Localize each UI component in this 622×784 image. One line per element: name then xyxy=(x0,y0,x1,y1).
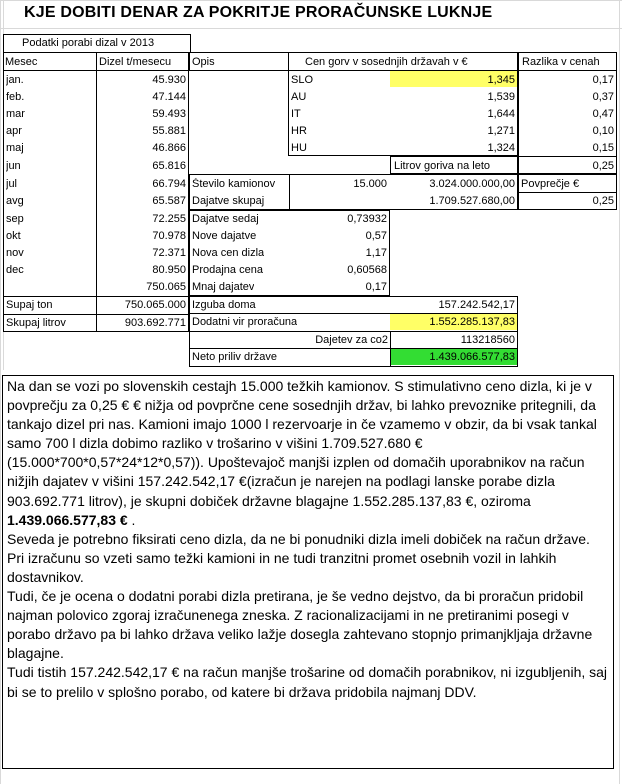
paragraph-bold-value: 1.439.066.577,83 € xyxy=(7,511,128,528)
dodatni-vir-value: 1.552.285.137,83 xyxy=(429,316,515,328)
month-label: avg xyxy=(6,195,24,207)
country-price: 1,345 xyxy=(487,74,515,86)
dajatve-sedaj-label: Dajatve sedaj xyxy=(192,213,259,225)
month-label: sep xyxy=(6,213,24,225)
month-dizel: 55.881 xyxy=(152,125,186,137)
litrov-goriva-label: Litrov goriva na leto xyxy=(394,160,490,172)
neto-priliv-value: 1.439.066.577,83 xyxy=(429,351,515,363)
paragraph: Pri izračunu so vzeti samo težki kamioni in ne tudi tranzitni promet osebnih vozil in lahkih dostavnikov. xyxy=(7,549,557,585)
month-dizel: 45.930 xyxy=(152,74,186,86)
mnaj-dajatev-label: Mnaj dajatev xyxy=(192,281,255,293)
country-name: AU xyxy=(291,91,307,103)
supaj-ton-label: Supaj ton xyxy=(6,299,53,311)
month-dizel: 65.587 xyxy=(152,195,186,207)
dajetev-co2-value: 113218560 xyxy=(460,334,515,346)
countries-header-line xyxy=(288,70,518,71)
country-price: 1,644 xyxy=(487,108,515,120)
mnaj-dajatev-value: 0,17 xyxy=(365,281,387,293)
dodatni-vir-label: Dodatni vir proračuna xyxy=(192,316,298,328)
country-name: HU xyxy=(291,142,307,154)
left-total-line xyxy=(3,296,189,297)
month-label: dec xyxy=(6,264,24,276)
left-header-line xyxy=(3,70,189,71)
section-label: Podatki porabi dizal v 2013 xyxy=(22,37,155,49)
dajatve-sedaj-value: 0,73932 xyxy=(347,213,387,225)
header-razlika: Razlika v cenah xyxy=(522,56,600,68)
header-opis: Opis xyxy=(192,56,215,68)
month-label: apr xyxy=(6,125,22,137)
dajatve-skupaj-label: Dajatve skupaj xyxy=(192,195,265,207)
country-diff: 0,47 xyxy=(592,108,614,120)
country-price: 1,539 xyxy=(487,91,515,103)
month-label: okt xyxy=(6,230,21,242)
stevilo-kamionov-value: 15.000 xyxy=(353,178,387,190)
izguba-line xyxy=(189,313,518,314)
dajetev-line xyxy=(189,348,518,349)
povprecje-value: 0,25 xyxy=(592,195,614,207)
header-mesec: Mesec xyxy=(5,56,38,68)
country-diff: 0,15 xyxy=(592,142,614,154)
nove-dajatve-value: 0,57 xyxy=(365,230,387,242)
month-dizel: 46.866 xyxy=(152,142,186,154)
month-label: maj xyxy=(6,142,24,154)
month-dizel: 66.794 xyxy=(152,178,186,190)
month-dizel: 72.371 xyxy=(152,247,186,259)
header-cen-gorv: Cen gorv v sosednjih državah v € xyxy=(305,56,468,68)
dajetev-co2-label: Dajetev za co2 xyxy=(315,334,388,346)
month-dizel: 59.493 xyxy=(152,108,186,120)
month-label: nov xyxy=(6,247,24,259)
month-dizel: 80.950 xyxy=(152,264,186,276)
month-label: jul xyxy=(6,178,18,190)
month-dizel: 72.255 xyxy=(152,213,186,225)
paragraph: Tudi, če je ocena o dodatni porabi dizla pretirana, je še vedno dejstvo, da bi proračun pridobil najman polovico zgoraj izračunenega zneska. Z racionalizacijami in ne pretiranimi posegi v porabo državo pa bi lahko država veliko lažje dosegla zahtevano stopnjo primanjkljaja državne blagajne. xyxy=(7,588,593,662)
stevilo-kamionov-label: Število kamionov xyxy=(192,178,276,190)
paragraph xyxy=(7,377,609,530)
prodajna-cena-label: Prodajna cena xyxy=(192,264,263,276)
razlika-header-line xyxy=(518,70,617,71)
country-name: HR xyxy=(291,125,307,137)
left-total-line-2 xyxy=(3,314,189,315)
paragraph: Seveda je potrebno fiksirati ceno dizla, da ne bi ponudniki dizla imeli dobiček na račun države. xyxy=(7,530,590,547)
month-dizel-total: 750.065 xyxy=(146,281,186,293)
litrov-goriva-diff: 0,25 xyxy=(592,160,614,172)
paragraph: Tudi tistih 157.242.542,17 € na račun manjše trošarine od domačih porabnikov, ni izgubljenih, saj bi se to prelilo v splošno porabo, od katere bi država pridobila najmanj DDV. xyxy=(7,664,608,700)
nove-dajatve-label: Nove dajatve xyxy=(192,230,257,242)
supaj-ton-value: 750.065.000 xyxy=(124,299,186,311)
header-dizel: Dizel t/mesecu xyxy=(99,56,172,68)
povprecje-label: Povprečje € xyxy=(521,178,580,190)
liters-per-year-value: 3.024.000.000,00 xyxy=(429,178,515,190)
dajatve-skupaj-value: 1.709.527.680,00 xyxy=(429,195,515,207)
country-name: IT xyxy=(291,108,301,120)
month-dizel: 65.816 xyxy=(152,160,186,172)
stevilo-divider xyxy=(289,174,290,210)
month-dizel: 70.978 xyxy=(152,230,186,242)
month-label: mar xyxy=(6,108,25,120)
razlika-line-avg xyxy=(518,156,617,157)
month-label: jun xyxy=(6,160,21,172)
neto-priliv-label: Neto priliv države xyxy=(192,351,277,363)
country-diff: 0,10 xyxy=(592,125,614,137)
paragraph-text: Na dan se vozi po slovenskih cestajh 15.000 težkih kamionov. S stimulativno ceno dizla, ki je v povprečju za 0,25 € € nižja od povprčne cene sosednjih držav, bi lahko prevoznike pritegnili, da tankajo dizel pri nas. Kamioni imajo 1000 l rezervoarje in če vzamemo v obzir, da bi vsak tankal samo 700 l dizla dobimo razliko v trošarino v višini 1.709.527.680 € (15.000*700*0,57*24*12*0,57)). Upoštevajoč manjši izplen od domačih uporabnikov na račun nižjih dajatev v višini 157.242.542,17 €(izračun je narejen na podlagi lanske porabe dizla 903.692.771 litrov), je skupni dobiček državne blagajne 1.552.285.137,83 €, oziroma xyxy=(7,378,597,509)
month-dizel: 47.144 xyxy=(152,91,186,103)
country-diff: 0,17 xyxy=(592,74,614,86)
month-label: feb. xyxy=(6,91,25,103)
country-price: 1,324 xyxy=(487,142,515,154)
explanation-textbox xyxy=(2,375,614,769)
prodajna-cena-value: 0,60568 xyxy=(347,264,387,276)
nova-cen-dizla-label: Nova cen dizla xyxy=(192,247,265,259)
izguba-doma-label: Izguba doma xyxy=(192,299,256,311)
izguba-doma-value: 157.242.542,17 xyxy=(438,299,515,311)
left-table-divider xyxy=(96,52,97,332)
nova-cen-dizla-value: 1,17 xyxy=(365,247,387,259)
country-diff: 0,37 xyxy=(592,91,614,103)
paragraph-text: . xyxy=(127,511,136,528)
country-name: SLO xyxy=(291,74,314,86)
povprecje-line xyxy=(518,192,617,193)
country-price: 1,271 xyxy=(487,125,515,137)
page-title: KJE DOBITI DENAR ZA POKRITJE PRORAČUNSKE LUKNJE xyxy=(24,4,493,21)
skupaj-litrov-label: Skupaj litrov xyxy=(6,317,66,329)
dajetev-divider xyxy=(390,331,391,367)
skupaj-litrov-value: 903.692.771 xyxy=(124,317,186,329)
month-label: jan. xyxy=(6,74,24,86)
